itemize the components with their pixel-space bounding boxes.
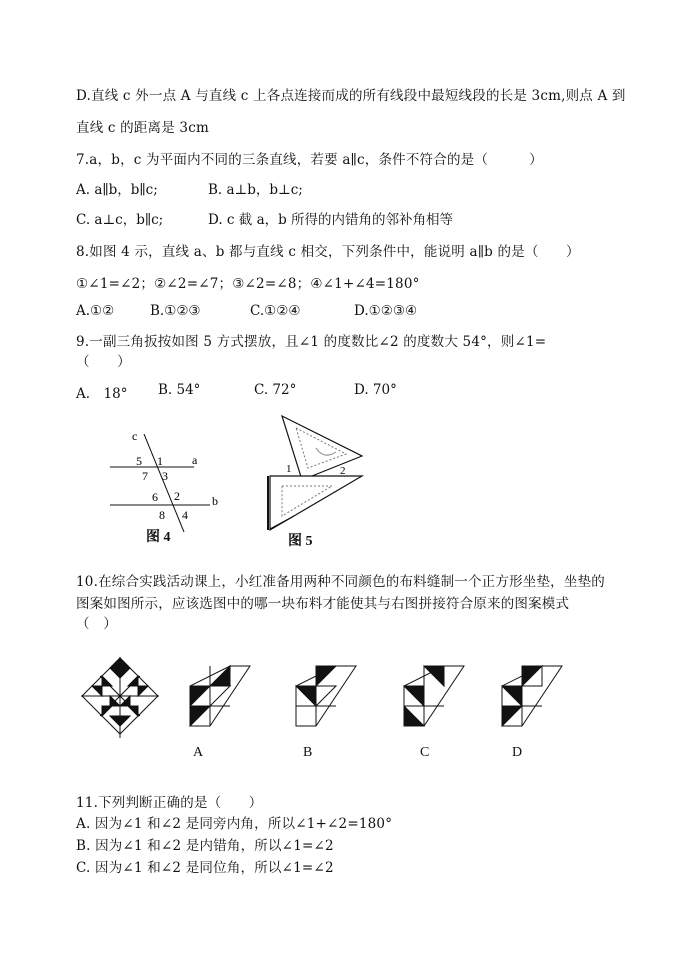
- q8-option-d: D.①②③④: [354, 303, 418, 319]
- q9-option-d: D. 70°: [354, 382, 397, 398]
- q10-option-a-label: A: [193, 745, 204, 760]
- figure-5-triangle-rulers: [264, 412, 374, 538]
- q11-stem: 11.下列判断正确的是（ ）: [76, 795, 263, 811]
- q10-line1: 10.在综合实践活动课上，小红准备用两种不同颜色的布料缝制一个正方形坐垫，坐垫的: [76, 574, 605, 590]
- fig5-angle-2: 2: [340, 465, 346, 477]
- q10-option-d-label: D: [512, 745, 523, 760]
- q10-line3: （ ）: [76, 616, 118, 632]
- q10-option-b-shape[interactable]: [292, 662, 360, 730]
- q8-stem: 8.如图 4 示，直线 a、b 都与直线 c 相交，下列条件中，能说明 a∥b 的是（ ）: [76, 244, 580, 260]
- q10-option-a-shape[interactable]: [186, 662, 254, 730]
- fig4-angle-8: 8: [159, 508, 165, 522]
- q6-option-d-line2: 直线 c 的距离是 3cm: [76, 120, 209, 136]
- q10-option-c-shape[interactable]: [400, 662, 468, 730]
- fig4-label-a: a: [192, 453, 198, 467]
- q10-cushion-pattern: [80, 656, 160, 738]
- fig4-label-b: b: [212, 494, 218, 508]
- fig4-label-c: c: [132, 429, 138, 443]
- q7-option-b: B. a⊥b，b⊥c;: [208, 182, 303, 198]
- q8-option-c: C.①②④: [250, 303, 301, 319]
- q6-option-d-line1: D.直线 c 外一点 A 与直线 c 上各点连接而成的所有线段中最短线段的长是 3cm,则点 A 到: [76, 88, 626, 104]
- fig4-angle-5: 5: [136, 454, 142, 468]
- fig4-angle-4: 4: [182, 508, 188, 522]
- q11-option-a: A. 因为∠1 和∠2 是同旁内角，所以∠1+∠2=180°: [76, 816, 393, 832]
- q7-option-c: C. a⊥c，b∥c;: [76, 212, 164, 228]
- q10-option-d-shape[interactable]: [498, 662, 566, 730]
- q9-option-b: B. 54°: [158, 382, 201, 398]
- fig4-caption: 图 4: [146, 530, 171, 545]
- fig5-angle-1: 1: [286, 463, 292, 475]
- figure-4-parallel-lines: [100, 422, 230, 542]
- q7-option-d: D. c 截 a，b 所得的内错角的邻补角相等: [208, 212, 454, 228]
- q9-blank: （ ）: [76, 354, 131, 370]
- fig5-caption: 图 5: [288, 534, 313, 549]
- fig4-angle-3: 3: [162, 469, 168, 483]
- q8-option-a: A.①②: [76, 303, 115, 319]
- q10-option-b-label: B: [303, 745, 313, 760]
- q8-conditions: ①∠1=∠2；②∠2=∠7；③∠2=∠8；④∠1+∠4=180°: [76, 276, 420, 292]
- fig4-angle-1: 1: [157, 454, 163, 468]
- q7-stem: 7.a，b，c 为平面内不同的三条直线，若要 a∥c，条件不符合的是（ ）: [76, 152, 543, 168]
- q10-line2: 图案如图所示，应该选图中的哪一块布料才能使其与右图拼接符合原来的图案模式: [76, 596, 570, 612]
- q9-option-a: A. 18°: [76, 386, 128, 402]
- fig4-angle-7: 7: [142, 469, 148, 483]
- q8-option-b: B.①②③: [150, 303, 201, 319]
- q9-stem: 9.一副三角扳按如图 5 方式摆放，且∠1 的度数比∠2 的度数大 54°，则∠1=: [76, 334, 547, 350]
- q9-option-c: C. 72°: [254, 382, 297, 398]
- q7-option-a: A. a∥b，b∥c;: [76, 182, 158, 198]
- q10-option-c-label: C: [420, 745, 430, 760]
- fig4-angle-6: 6: [152, 490, 158, 504]
- q11-option-b: B. 因为∠1 和∠2 是内错角，所以∠1=∠2: [76, 838, 334, 854]
- fig4-angle-2: 2: [174, 489, 180, 503]
- q11-option-c: C. 因为∠1 和∠2 是同位角，所以∠1=∠2: [76, 860, 334, 876]
